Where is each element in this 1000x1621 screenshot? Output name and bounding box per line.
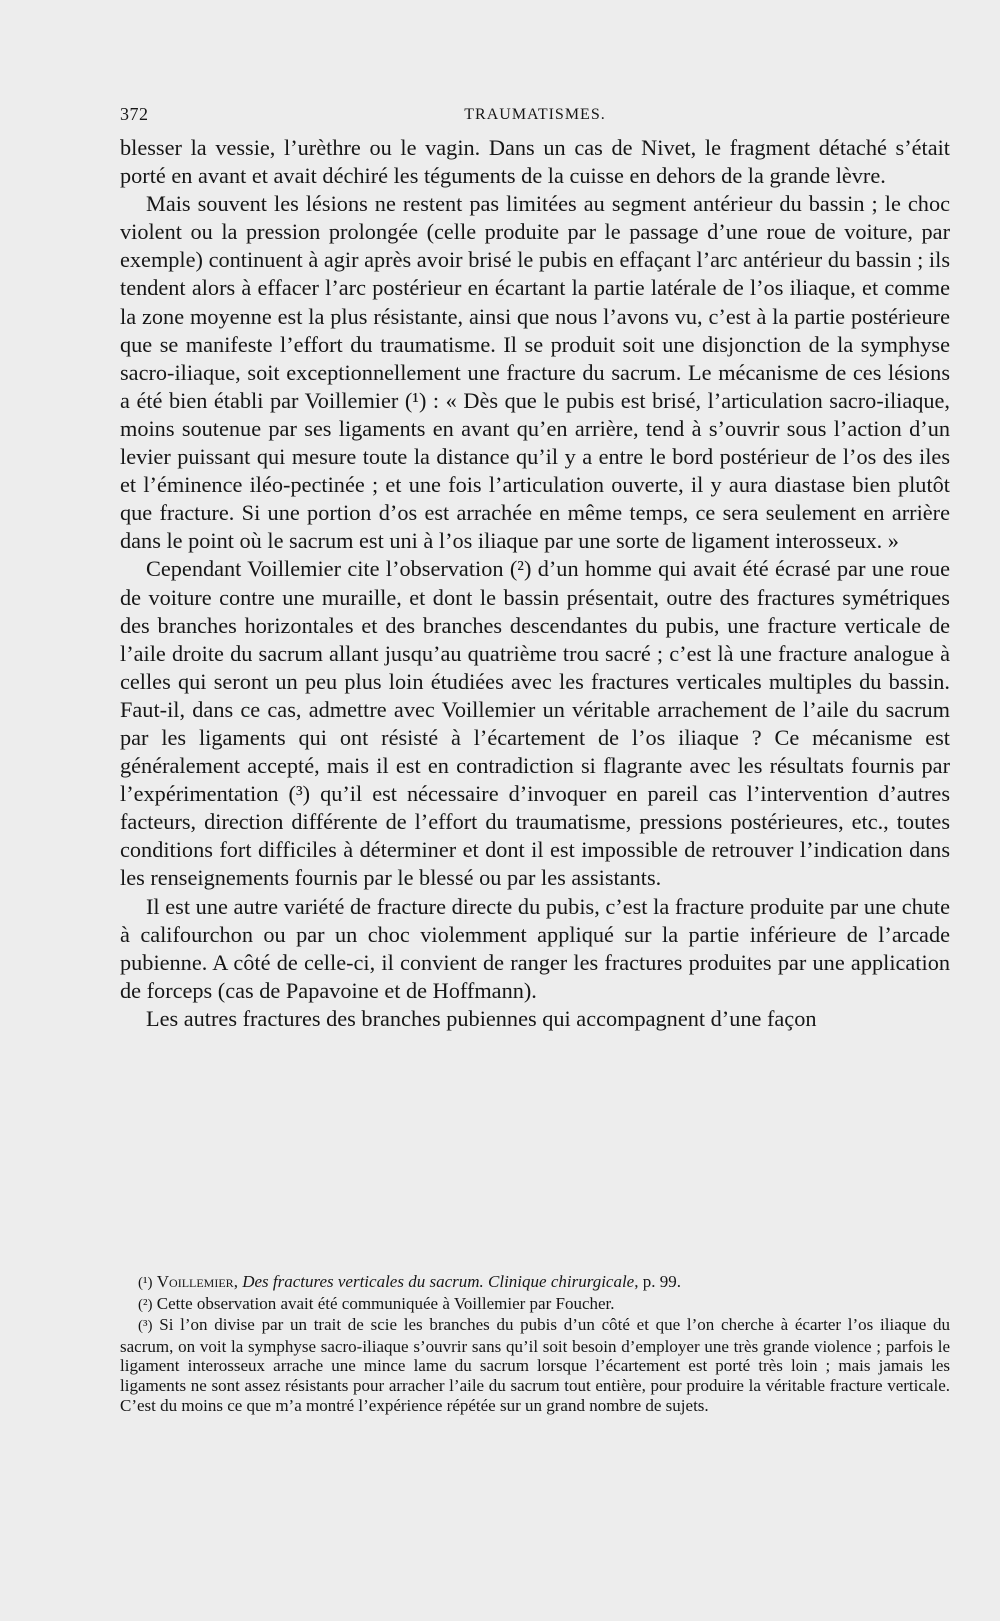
footnote-2-mark: (²) xyxy=(138,1296,153,1313)
footnote-1: (¹) Voillemier, Des fractures verticales du sacrum. Clinique chirurgicale, p. 99. xyxy=(138,1272,681,1291)
footnote-1-page: , p. 99. xyxy=(634,1272,681,1291)
page-number: 372 xyxy=(120,104,149,124)
footnote-1-mark: (¹) xyxy=(138,1275,153,1291)
footnotes xyxy=(120,1272,950,1415)
footnote-1-author: Voillemier xyxy=(156,1272,234,1291)
page-header xyxy=(120,104,950,128)
footnote-1-title: Des fractures verticales du sacrum. Clinique chirurgicale xyxy=(242,1272,635,1291)
footnote-3 xyxy=(120,1315,950,1415)
paragraph-3: Cependant Voillemier cite l’observation (²) d’un homme qui avait été écrasé par une roue de voiture contre une muraille, et dont le bassin présentait, outre des fractures symétriques des branches horizontales et des branches descendantes du pubis, une fracture verticale de l’aile droite du sacrum allant jusqu’au quatrième trou sacré ; c’est là une fracture analogue à celles qui seront un peu plus loin étudiées avec les fractures verticales multiples du bassin. Faut-il, dans ce cas, admettre avec Voillemier un véritable arrachement de l’aile du sacrum par les ligaments qui ont résisté à l’écartement de l’os iliaque ? Ce mécanisme est généralement accepté, mais il est en contradiction si flagrante avec les résultats fournis par l’expérimentation (³) qu’il est nécessaire d’invoquer en pareil cas l’intervention d’autres facteurs, direction différente de l’effort du traumatisme, pressions postérieures, etc., toutes conditions fort difficiles à déterminer et dont il est impossible de retrouver l’indication dans les renseignements fournis par le blessé ou par les assistants. xyxy=(120,556,950,891)
running-title: TRAUMATISMES. xyxy=(464,106,606,123)
paragraph-4: Il est une autre variété de fracture directe du pubis, c’est la fracture produite par une chute à califourchon ou par un choc violemment appliqué sur la partie inférieure de l’arcade pubienne. A côté de celle-ci, il convient de ranger les fractures produites par une application de forceps (cas de Papavoine et de Hoffmann). xyxy=(120,893,950,1003)
paragraph-1: blesser la vessie, l’urèthre ou le vagin. Dans un cas de Nivet, le fragment détaché s’était porté en avant et avait déchiré les téguments de la cuisse en dehors de la grande lèvre. xyxy=(120,135,950,189)
paragraph-5: Les autres fractures des branches pubiennes qui accompagnent d’une façon xyxy=(146,1005,817,1031)
paragraph-2: Mais souvent les lésions ne restent pas limitées au segment antérieur du bassin ; le choc violent ou la pression prolongée (celle produite par le passage d’une roue de voiture, par exemple) continuent à agir après avoir brisé le pubis en effaçant l’arc antérieur du bassin ; ils tendent alors à effacer l’arc postérieur en écartant la partie latérale de l’os iliaque, et comme la zone moyenne est la plus résistante, ainsi que nous l’avons vu, c’est à la partie postérieure que se manifeste l’effort du traumatisme. Il se produit soit une disjonction de la symphyse sacro-iliaque, soit exceptionnellement une fracture du sacrum. Le mécanisme de ces lésions a été bien établi par Voillemier (¹) : « Dès que le pubis est brisé, l’articulation sacro-iliaque, moins soutenue par ses ligaments en avant qu’en arrière, tend à s’ouvrir sous l’action d’un levier puissant qui mesure toute la distance qu’il y a entre le bord postérieur de l’os des iles et l’éminence iléo-pectinée ; et une fois l’articulation ouverte, il y aura diastase bien plutôt que fracture. Si une portion d’os est arrachée en même temps, ce sera seulement en arrière dans le point où le sacrum est uni à l’os iliaque par une sorte de ligament interosseux. » xyxy=(120,191,950,554)
footnote-2-text: Cette observation avait été communiquée à Voillemier par Foucher. xyxy=(156,1293,615,1313)
footnote-3-text: Si l’on divise par un trait de scie les branches du pubis d’un côté et que l’on cherche à écarter l’os iliaque du sacrum, on voit la symphyse sacro-iliaque s’ouvrir sans qu’il soit besoin d’employer une très grande violence ; parfois le ligament interosseux arrache une mince lame du sacrum lorsque l’écartement est porté très loin ; mais jamais les ligaments ne sont assez résistants pour arracher l’aile du sacrum tout entière, pour produire la véritable fracture verticale. C’est du moins ce que m’a montré l’expérience répétée sur un grand nombre de sujets. xyxy=(120,1315,951,1415)
footnote-2 xyxy=(120,1294,950,1316)
body-text xyxy=(120,134,950,1033)
footnote-3-mark: (³) xyxy=(138,1318,153,1335)
